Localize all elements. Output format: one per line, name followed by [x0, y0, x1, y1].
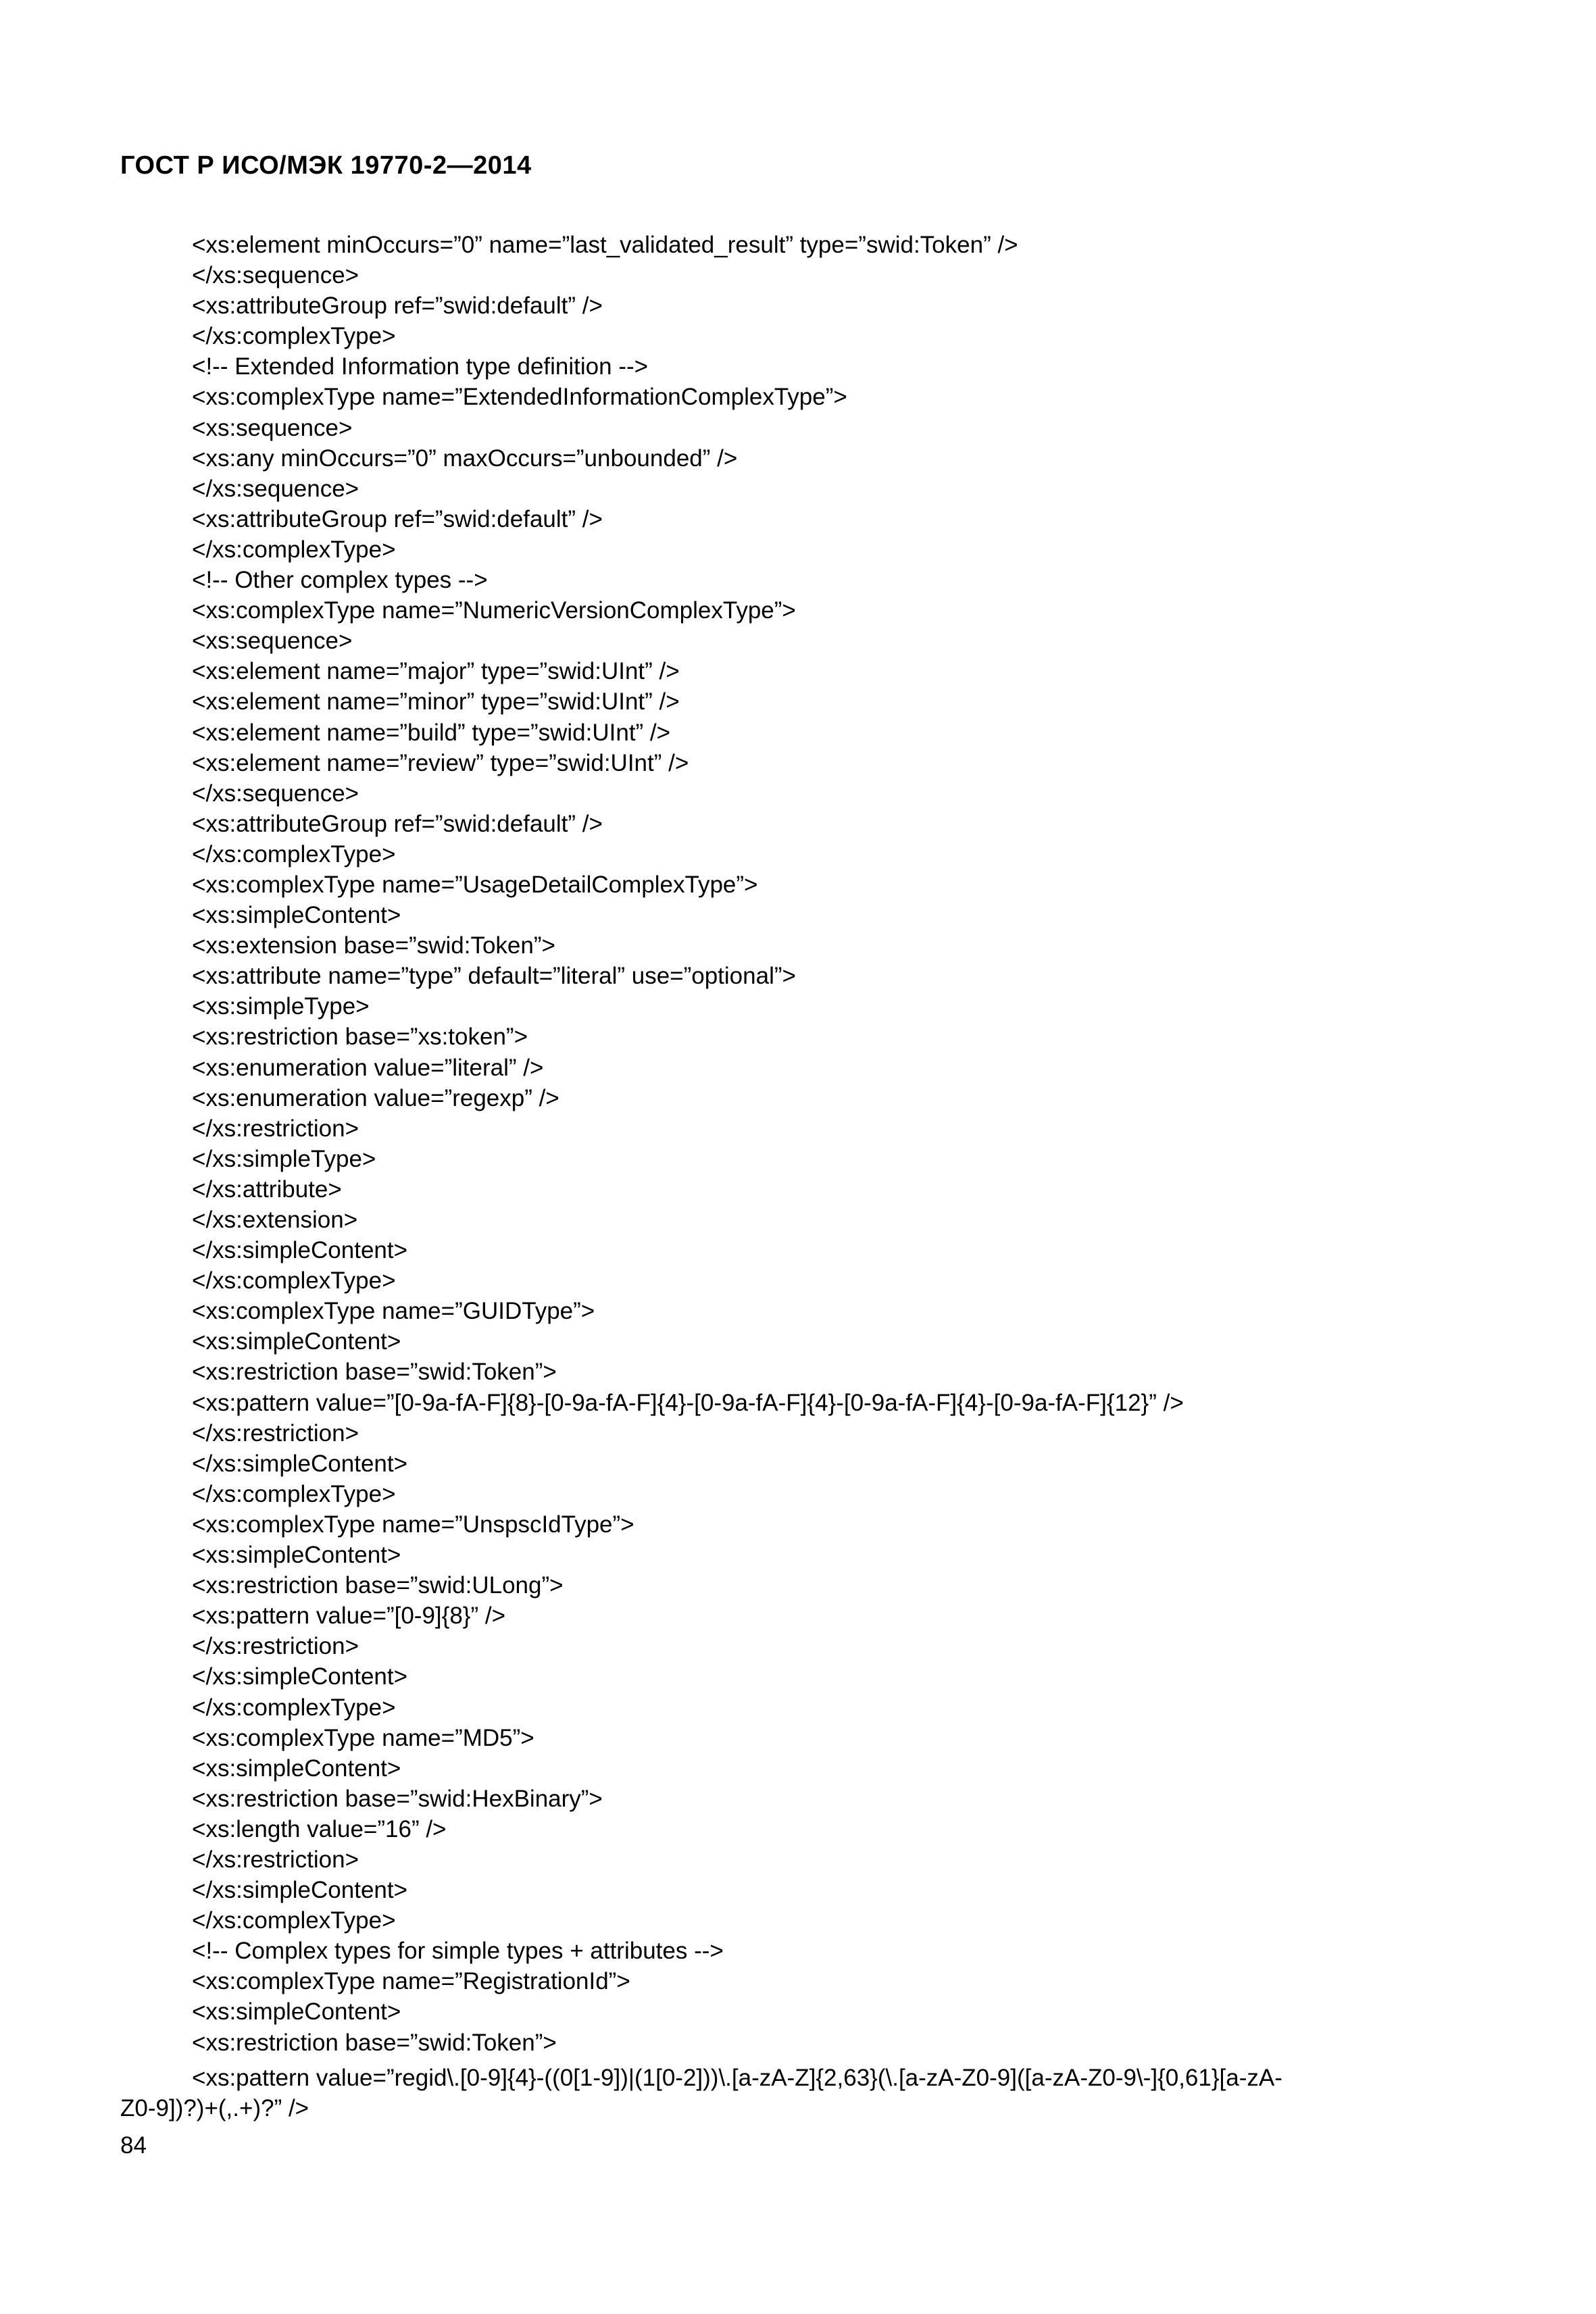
- code-line: </xs:sequence>: [192, 780, 359, 807]
- code-line: </xs:simpleType>: [192, 1145, 376, 1172]
- code-line: </xs:restriction>: [192, 1846, 359, 1873]
- code-line: <xs:sequence>: [192, 414, 353, 441]
- code-line: <xs:element name=”minor” type=”swid:UInt” />: [192, 688, 680, 715]
- code-line: <xs:enumeration value=”literal” />: [192, 1054, 544, 1081]
- code-line: <xs:restriction base=”swid:ULong”>: [192, 1572, 564, 1599]
- code-line-wrapped-start: <xs:pattern value=”regid\.[0-9]{4}-((0[1-9])|(1[0-2]))\.[a-zA-Z]{2,63}(\.[a-zA-Z0-9]([a-zA-Z0-9\-]{0,61}[a-zA-: [192, 2065, 1282, 2091]
- code-line: <xs:complexType name=”GUIDType”>: [192, 1298, 595, 1325]
- code-line: </xs:restriction>: [192, 1115, 359, 1142]
- code-line: <xs:restriction base=”swid:Token”>: [192, 2029, 557, 2056]
- code-line: <xs:any minOccurs=”0” maxOccurs=”unbounded” />: [192, 445, 738, 472]
- code-line: <xs:complexType name=”UsageDetailComplexType”>: [192, 871, 758, 898]
- code-line: </xs:complexType>: [192, 1907, 396, 1934]
- code-line: </xs:complexType>: [192, 1480, 396, 1507]
- code-line: </xs:complexType>: [192, 840, 396, 867]
- code-line: </xs:simpleContent>: [192, 1663, 408, 1690]
- code-line: <xs:element name=”review” type=”swid:UInt” />: [192, 749, 689, 776]
- code-line: <xs:restriction base=”swid:HexBinary”>: [192, 1785, 603, 1812]
- code-line: <xs:complexType name=”RegistrationId”>: [192, 1968, 630, 1995]
- code-line: <!-- Complex types for simple types + attributes -->: [192, 1938, 724, 1965]
- code-line: <xs:element minOccurs=”0” name=”last_validated_result” type=”swid:Token” />: [192, 232, 1018, 258]
- code-line: </xs:restriction>: [192, 1633, 359, 1660]
- page-number: 84: [120, 2132, 147, 2159]
- code-line: <xs:complexType name=”MD5”>: [192, 1724, 534, 1751]
- code-line: </xs:attribute>: [192, 1176, 342, 1203]
- code-line: <xs:sequence>: [192, 628, 353, 655]
- code-line: <xs:length value=”16” />: [192, 1815, 447, 1842]
- code-line: </xs:extension>: [192, 1207, 358, 1233]
- code-line: <xs:extension base=”swid:Token”>: [192, 932, 555, 959]
- code-line: <xs:restriction base=”swid:Token”>: [192, 1359, 557, 1386]
- code-line: </xs:restriction>: [192, 1419, 359, 1447]
- code-line: </xs:complexType>: [192, 536, 396, 563]
- code-line: <xs:restriction base=”xs:token”>: [192, 1024, 528, 1051]
- code-line: <xs:complexType name=”ExtendedInformationComplexType”>: [192, 384, 847, 411]
- code-line: <xs:element name=”major” type=”swid:UInt” />: [192, 658, 680, 685]
- code-line: </xs:complexType>: [192, 1267, 396, 1294]
- code-line: <!-- Other complex types -->: [192, 567, 488, 594]
- code-line-wrapped-continuation: Z0-9])?)+(,.+)?” />: [120, 2095, 309, 2121]
- document-header: ГОСТ Р ИСО/МЭК 19770-2—2014: [120, 151, 532, 180]
- code-line: </xs:simpleContent>: [192, 1450, 408, 1477]
- code-line: <!-- Extended Information type definition -->: [192, 353, 649, 380]
- code-line: </xs:sequence>: [192, 475, 359, 502]
- code-line: <xs:enumeration value=”regexp” />: [192, 1084, 559, 1111]
- code-line: <xs:pattern value=”[0-9a-fA-F]{8}-[0-9a-fA-F]{4}-[0-9a-fA-F]{4}-[0-9a-fA-F]{4}-[0-9a-fA-F]{12}” />: [192, 1389, 1184, 1416]
- code-line: <xs:simpleContent>: [192, 902, 401, 929]
- code-line: <xs:pattern value=”[0-9]{8}” />: [192, 1603, 506, 1630]
- code-line: </xs:simpleContent>: [192, 1237, 408, 1264]
- code-line: <xs:attributeGroup ref=”swid:default” />: [192, 293, 603, 320]
- code-line: </xs:simpleContent>: [192, 1877, 408, 1904]
- code-line: <xs:simpleContent>: [192, 1542, 401, 1569]
- code-line: </xs:complexType>: [192, 323, 396, 350]
- code-line: <xs:simpleContent>: [192, 1328, 401, 1355]
- code-line: <xs:attributeGroup ref=”swid:default” />: [192, 505, 603, 532]
- code-line: <xs:complexType name=”UnspscIdType”>: [192, 1511, 634, 1538]
- code-line: <xs:element name=”build” type=”swid:UInt” />: [192, 719, 671, 746]
- code-line: <xs:complexType name=”NumericVersionComplexType”>: [192, 597, 796, 624]
- code-line: <xs:simpleType>: [192, 993, 370, 1020]
- code-line: <xs:attributeGroup ref=”swid:default” />: [192, 810, 603, 837]
- code-line: </xs:sequence>: [192, 262, 359, 289]
- xml-schema-code-block: [192, 230, 1476, 2058]
- code-line: <xs:simpleContent>: [192, 1998, 401, 2026]
- code-line: <xs:simpleContent>: [192, 1755, 401, 1782]
- code-line: <xs:attribute name=”type” default=”literal” use=”optional”>: [192, 963, 796, 990]
- code-line: </xs:complexType>: [192, 1694, 396, 1721]
